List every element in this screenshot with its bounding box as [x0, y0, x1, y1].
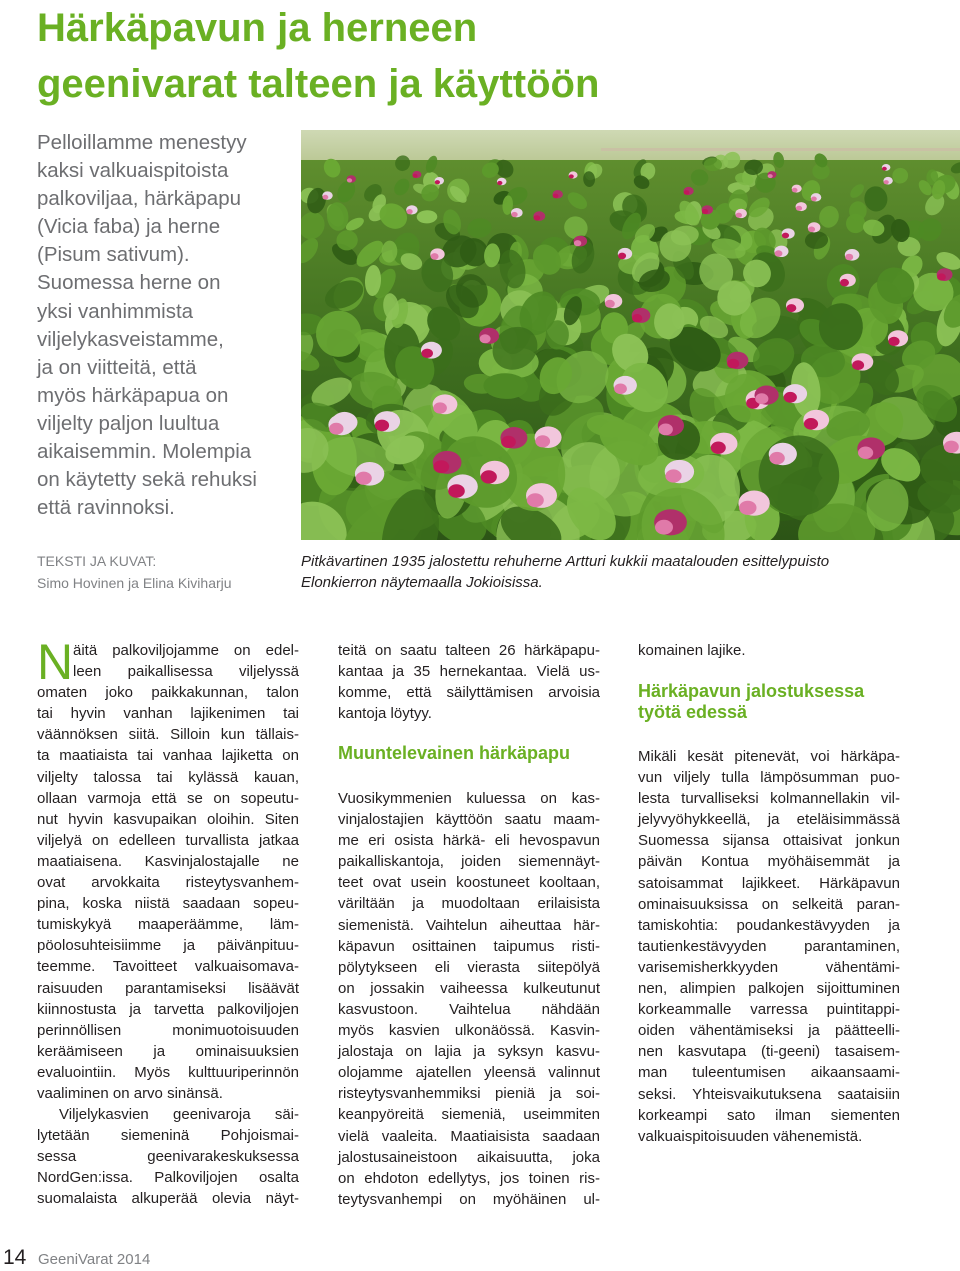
body-line: leen paikallisessa viljelyssä — [73, 663, 299, 681]
subhead-jalostus — [638, 681, 864, 723]
column-2-body — [338, 788, 600, 1210]
body-line: on jossakin vaiheessa kulkeutunut — [338, 979, 600, 997]
body-line: jelyvyöhykkeellä, ja eteläisimmässä — [638, 811, 900, 829]
body-line: kantaa ja 35 hernekantaa. Vielä us- — [338, 663, 600, 681]
body-line: vaaliminen on arvo sinänsä. — [37, 1084, 223, 1102]
credit — [37, 550, 292, 594]
publication-name: GeeniVarat 2014 — [38, 1251, 151, 1268]
body-line: käpavun osittainen taipumus risti- — [338, 937, 600, 955]
lead-line: on käytetty sekä rehuksi — [37, 468, 257, 492]
title-line: Härkäpavun ja herneen — [37, 6, 478, 50]
body-line: sessa geenivarakeskuksessa — [37, 1148, 299, 1166]
pea-field-photo — [301, 130, 960, 540]
body-line: jalostusaineistoon aikaisuutta, joka — [338, 1148, 600, 1166]
subhead-line: työtä edessä — [638, 702, 748, 722]
body-line: olojamme ajatellen yleensä valinnut — [338, 1064, 600, 1082]
body-line: äitä palkoviljojamme on edel- — [73, 642, 299, 659]
page-number: 14 — [3, 1246, 27, 1269]
photo-illustration — [301, 130, 960, 540]
body-line: vinjalostajien käyttöön saatu maam- — [338, 811, 600, 829]
body-line: perinnöllisen monimuotoisuuden — [37, 1021, 299, 1039]
body-line: kasvustoon. Vaihtelua nähdään — [338, 1000, 600, 1018]
body-line: korkeammalle varressa puintitappi- — [638, 1001, 900, 1019]
body-line: myös kasvien ulkonäössä. Kasvin- — [338, 1022, 600, 1040]
body-line: keanpyöreitä siemeniä, useimmiten — [338, 1106, 600, 1124]
lead-line: yksi vanhimmista — [37, 299, 194, 323]
body-line: korkeampi sato ilman siementen — [638, 1106, 900, 1124]
lead-line: viljelykasveistamme, — [37, 327, 224, 351]
lead-line: ja on viitteitä, että — [37, 355, 197, 379]
body-line: me eri osista härkä- eli hevospavun — [338, 832, 600, 850]
body-line: kiinnostusta ja tarvetta palkoviljojen — [37, 1000, 299, 1018]
lead-line: Suomessa herne on — [37, 271, 221, 295]
subhead-muuntelevainen — [338, 743, 570, 764]
body-line: keräämiseen ja ominaisuuksien — [37, 1042, 299, 1060]
body-line: väännöksen siitä. Silloin kun tällais- — [37, 726, 299, 744]
body-line: Mikäli kesät pitenevät, voi härkäpa- — [638, 748, 900, 765]
body-line: satoisammat lajikkeet. Härkäpavun — [638, 874, 900, 892]
lead-line: Pelloillamme menestyy — [37, 131, 247, 154]
lead-line: myös härkäpapua on — [37, 383, 229, 407]
body-line: teytysvanhempi on myöhäinen ul- — [338, 1190, 600, 1208]
lead-line: palkoviljaa, härkäpapu — [37, 187, 241, 211]
body-line: raisuuden parantamiseksi lisäävät — [37, 979, 299, 997]
body-line: teemme. Tavoitteet valkuaisomava- — [37, 958, 299, 976]
body-line: seksi. Yhteisvaikutuksena saataisiin — [638, 1085, 900, 1103]
column-3-body — [638, 746, 900, 1147]
body-line: Suomessa sijansa ottaisivat jonkun — [638, 832, 900, 850]
body-line: tautienkestävyyden parantaminen, — [638, 937, 900, 955]
body-line: komainen lajike. — [638, 642, 746, 659]
body-line: evaluointiin. Myös kulttuuriperinnön — [37, 1063, 299, 1081]
lead-line: (Pisum sativum). — [37, 243, 190, 267]
body-line: viljelty talossa tai kylässä kauan, — [37, 768, 299, 786]
body-line: ollaan varmoja että se on sopeutu- — [37, 789, 299, 807]
body-line: vielä vaaleita. Maatiaisista saadaan — [338, 1127, 600, 1145]
title-line: geenivarat talteen ja käyttöön — [37, 62, 600, 106]
credit-names: Simo Hovinen ja Elina Kiviharju — [37, 575, 232, 591]
article-title — [37, 0, 937, 112]
body-line: ovat arvokkaita risteytysvanhem- — [37, 874, 299, 892]
caption-line: Elonkierron näytemaalla Jokioisissa. — [301, 574, 543, 591]
lead-line: että ravinnoksi. — [37, 496, 175, 520]
body-line: varisemisherkkyyden vähentämi- — [638, 958, 900, 976]
body-line: viljelyä on edelleen turvallista jatkaa — [37, 831, 299, 849]
body-line: Vuosikymmenien kuluessa on kas- — [338, 790, 600, 807]
body-line: ominaisuuksissa on selkeitä paran- — [638, 895, 900, 913]
subhead-line: Härkäpavun jalostuksessa — [638, 681, 865, 701]
body-line: lytetään siemeninä Pohjoismai- — [37, 1127, 299, 1145]
body-line: on ehdoton edellytys, jos toinen ris- — [338, 1169, 600, 1187]
body-line: jalostaja on lajia ja syksyn kasvu- — [338, 1043, 600, 1061]
body-line: valkuaispitoisuuden vähenemistä. — [638, 1127, 863, 1145]
subhead-text: Muuntelevainen härkäpapu — [338, 743, 571, 763]
body-line: tamiskohtia: poudankestävyyden ja — [638, 916, 900, 934]
body-line: nut hyvin kasvupaikan oloihin. Siten — [37, 810, 299, 828]
caption-line: Pitkävartinen 1935 jalostettu rehuherne Artturi kukkii maatalouden esittelypuisto — [301, 553, 830, 570]
body-line: teet ovat usein koostuneet kooltaan, — [338, 874, 600, 892]
body-line: tai hyvin vanhan lajikenimen tai — [37, 705, 299, 723]
body-line: komme, että säilyttämisen arvoisia — [338, 684, 600, 702]
lead-line: aikaisemmin. Molempia — [37, 440, 252, 464]
body-line: pölytykseen eli vierasta siitepölyä — [338, 958, 600, 976]
body-line: väriltään ja muodoltaan erilaisista — [338, 895, 600, 913]
body-line: nen kasvutapa (ti-geeni) tasaisem- — [638, 1043, 900, 1061]
body-line: tumiskykyä maaperäämme, läm- — [37, 916, 299, 934]
body-line: risteytysvanhemmiksi pieniä ja soi- — [338, 1085, 600, 1103]
body-line: ta maatiaista tai vanhaa lajiketta on — [37, 747, 299, 765]
drop-cap: N — [37, 634, 74, 690]
body-line: siemenistä. Vaihtelun aiheuttaa här- — [338, 916, 600, 934]
body-line: man tuleentumisen aikaansaami- — [638, 1064, 900, 1082]
credit-label: TEKSTI JA KUVAT: — [37, 553, 157, 569]
body-line: suomalaista alkuperää olevia näyt- — [37, 1190, 299, 1208]
lead-line: (Vicia faba) ja herne — [37, 215, 221, 239]
body-line: teitä on saatu talteen 26 härkäpapu- — [338, 642, 600, 659]
column-1 — [37, 634, 299, 1210]
body-line: omaten joko paikkakunnan, talon — [37, 684, 299, 702]
body-line: päivän Kontua myöhäisemmät ja — [638, 853, 900, 871]
body-line: paikalliskantoja, joiden siemennäyt- — [338, 853, 600, 871]
lead-paragraph — [37, 129, 292, 522]
body-line: lesta turvalliseksi kolmannellakin vil- — [638, 790, 900, 808]
lead-line: viljelty paljon luultua — [37, 411, 220, 435]
body-line: Viljelykasvien geenivaroja säi- — [59, 1106, 299, 1124]
lead-line: kaksi valkuaispitoista — [37, 159, 229, 183]
body-line: nen, alimpien palkojen sijoittuminen — [638, 980, 900, 998]
body-line: pöolosuhteisiimme ja päivänpituu- — [37, 937, 299, 955]
body-line: kantoja löytyy. — [338, 705, 432, 723]
photo-caption — [301, 551, 951, 593]
column-2 — [338, 640, 600, 724]
body-line: vun viljely tulla lämpösumman puo- — [638, 769, 900, 787]
body-line: oiden vähentämiseksi ja päätteelli- — [638, 1022, 900, 1040]
body-line: pina, koska niistä saadaan sopeu- — [37, 895, 299, 913]
column-3 — [638, 640, 900, 661]
body-line: maatiaisena. Kasvinjalostajalle ne — [37, 852, 299, 870]
body-line: NordGen:issa. Palkoviljojen osalta — [37, 1169, 299, 1187]
